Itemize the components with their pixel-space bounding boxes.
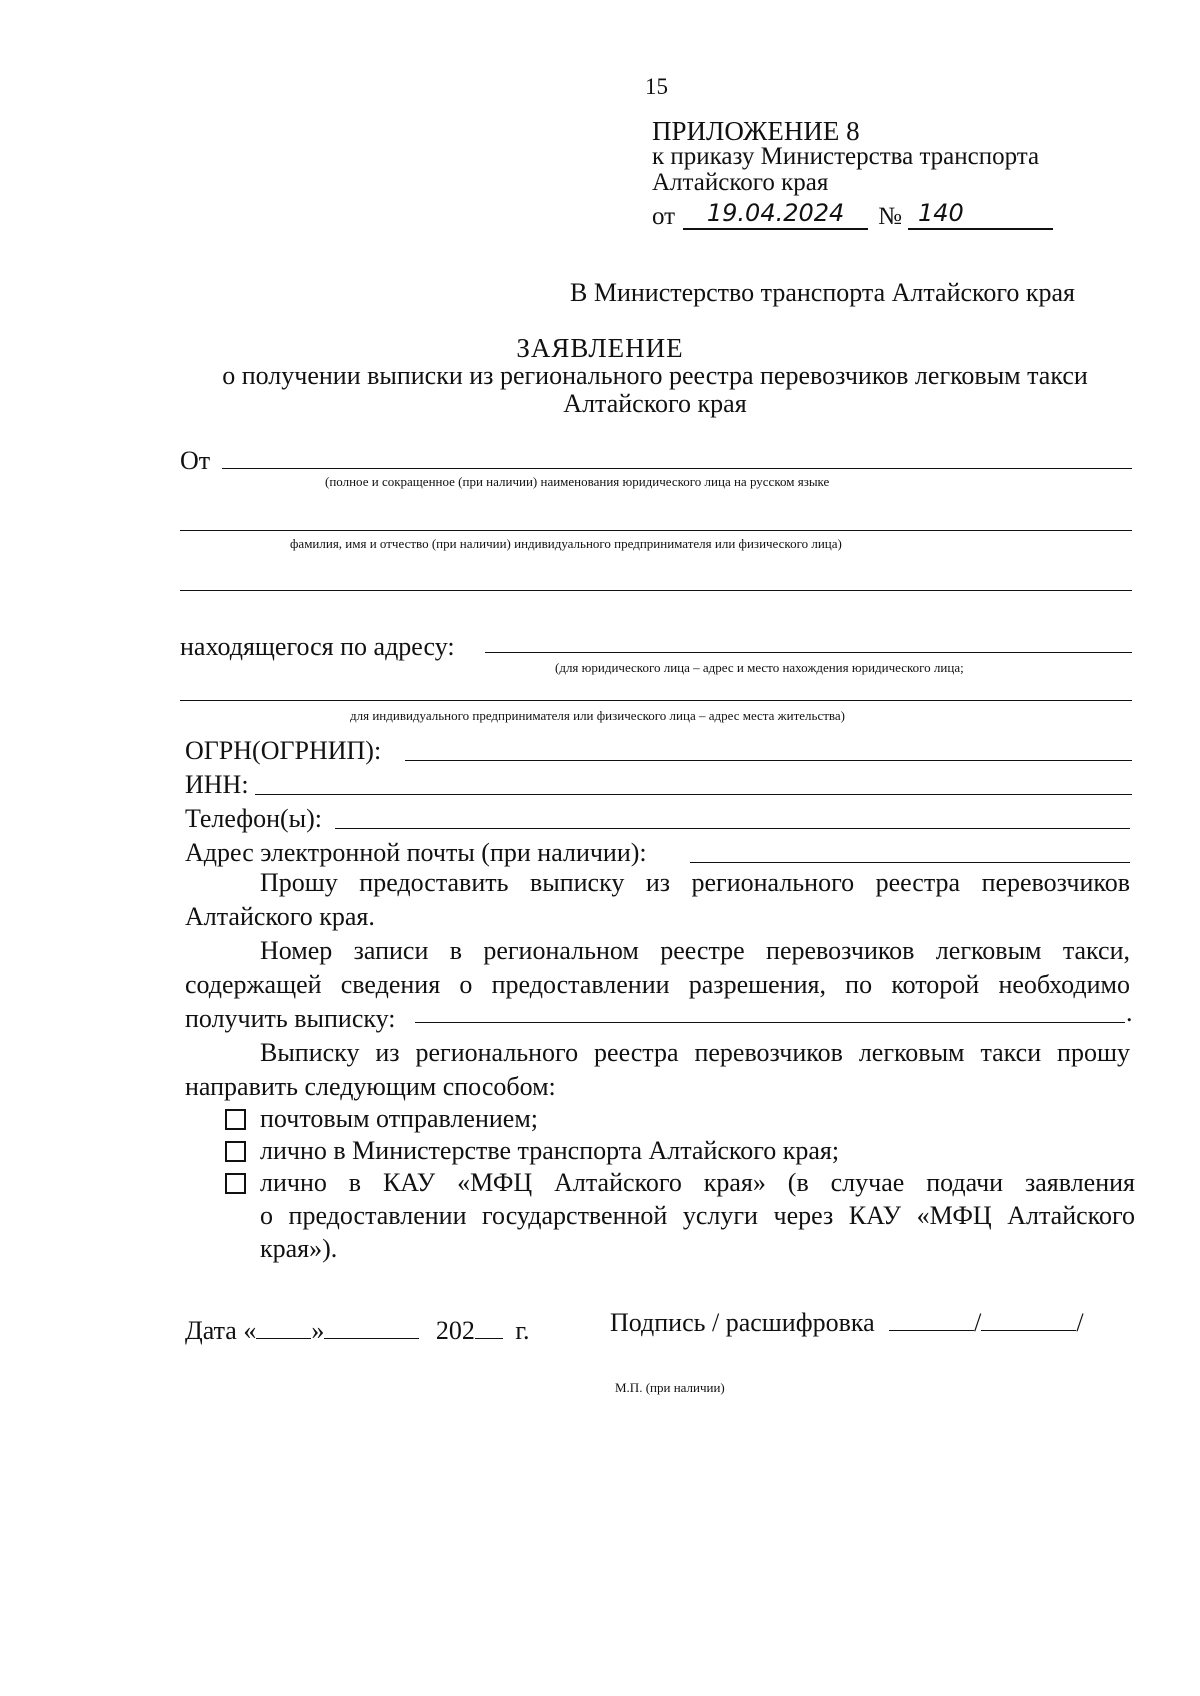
stamp-label: М.П. (при наличии)	[615, 1380, 725, 1395]
address-label: находящегося по адресу:	[180, 632, 455, 661]
option-mfc	[225, 1166, 1135, 1265]
subtitle-line-1: о получении выписки из регионального реестра перевозчиков легковым такси	[222, 361, 1088, 390]
address-field-1[interactable]	[485, 652, 1132, 653]
page-number: 15	[645, 74, 668, 99]
date-month-field[interactable]	[324, 1318, 419, 1339]
order-number: 140	[908, 200, 1053, 230]
option-mfc-label-3: края»).	[260, 1234, 338, 1263]
delivery-line-1: Выписку из регионального реестра перевозчиков легковым такси прошу	[260, 1038, 1130, 1067]
order-date: 19.04.2024	[683, 200, 868, 230]
appendix-line-1: к приказу Министерства транспорта	[652, 143, 1040, 170]
applicant-name-hint-2: фамилия, имя и отчество (при наличии) индивидуального предпринимателя или физического лица)	[290, 536, 842, 551]
applicant-name-field-2[interactable]	[180, 530, 1132, 531]
record-number-field[interactable]	[415, 1022, 1125, 1023]
record-line-2: содержащей сведения о предоставлении разрешения, по которой необходимо	[185, 970, 1130, 999]
date-label: Дата «	[185, 1316, 257, 1345]
order-number-label: №	[878, 203, 902, 230]
delivery-line-2: направить следующим способом:	[185, 1072, 556, 1101]
record-paragraph	[185, 934, 1130, 1036]
option-mail	[225, 1102, 538, 1135]
ogrn-field[interactable]	[405, 760, 1132, 761]
signature-slash-1: /	[974, 1308, 982, 1337]
order-date-row	[652, 200, 1092, 230]
applicant-name-field-3[interactable]	[180, 590, 1132, 591]
signature-row	[610, 1308, 1084, 1338]
subtitle-line-2: Алтайского края	[563, 389, 747, 418]
record-end-dot: .	[1126, 998, 1133, 1027]
appendix-title: ПРИЛОЖЕНИЕ 8	[652, 116, 860, 146]
applicant-name-field-1[interactable]	[222, 468, 1132, 469]
date-row	[185, 1316, 530, 1346]
email-field[interactable]	[690, 862, 1130, 863]
signature-label: Подпись / расшифровка	[610, 1308, 875, 1337]
date-year-prefix: 202	[435, 1316, 475, 1345]
request-paragraph	[185, 866, 1130, 934]
signature-field[interactable]	[889, 1310, 974, 1331]
option-ministry	[225, 1134, 839, 1167]
signature-slash-2: /	[1076, 1308, 1084, 1337]
date-day-field[interactable]	[256, 1318, 311, 1339]
phone-field[interactable]	[335, 828, 1130, 829]
date-year-suffix: г.	[515, 1316, 530, 1345]
inn-field[interactable]	[255, 794, 1132, 795]
date-close-quote: »	[311, 1316, 325, 1345]
applicant-name-hint-1: (полное и сокращенное (при наличии) наименования юридического лица на русском языке	[325, 474, 830, 489]
address-hint-1: (для юридического лица – адрес и место нахождения юридического лица;	[555, 660, 964, 675]
option-ministry-label: лично в Министерстве транспорта Алтайского края;	[260, 1136, 840, 1165]
address-field-2[interactable]	[180, 700, 1132, 701]
request-line-2: Алтайского края.	[185, 902, 375, 931]
email-label: Адрес электронной почты (при наличии):	[185, 838, 647, 867]
signature-name-field[interactable]	[981, 1310, 1076, 1331]
delivery-paragraph	[185, 1036, 1130, 1104]
option-mail-checkbox[interactable]	[225, 1109, 246, 1130]
ogrn-label: ОГРН(ОГРНИП):	[185, 736, 382, 765]
record-line-1: Номер записи в региональном реестре перевозчиков легковым такси,	[260, 936, 1130, 965]
option-mfc-checkbox[interactable]	[225, 1173, 246, 1194]
record-line-3	[185, 1002, 1130, 1036]
document-title: ЗАЯВЛЕНИЕ	[516, 333, 684, 363]
from-label: От	[180, 446, 211, 475]
request-line-1: Прошу предоставить выписку из регионального реестра перевозчиков	[260, 868, 1130, 897]
date-year-field[interactable]	[475, 1318, 503, 1339]
option-ministry-checkbox[interactable]	[225, 1141, 246, 1162]
option-mfc-label-1: лично в КАУ «МФЦ Алтайского края» (в случае подачи заявления	[260, 1168, 1135, 1197]
inn-label: ИНН:	[185, 770, 249, 799]
appendix-line-2: Алтайского края	[652, 169, 829, 196]
address-hint-2: для индивидуального предпринимателя или физического лица – адрес места жительства)	[350, 708, 845, 723]
addressee: В Министерство транспорта Алтайского края	[570, 278, 1075, 307]
record-label: получить выписку:	[185, 1004, 396, 1033]
option-mfc-label-2: о предоставлении государственной услуги через КАУ «МФЦ Алтайского	[260, 1201, 1135, 1230]
phone-label: Телефон(ы):	[185, 804, 323, 833]
document-subtitle	[160, 362, 1150, 418]
option-mail-label: почтовым отправлением;	[260, 1104, 539, 1133]
order-from-label: от	[652, 203, 676, 230]
appendix-block	[652, 118, 1092, 230]
